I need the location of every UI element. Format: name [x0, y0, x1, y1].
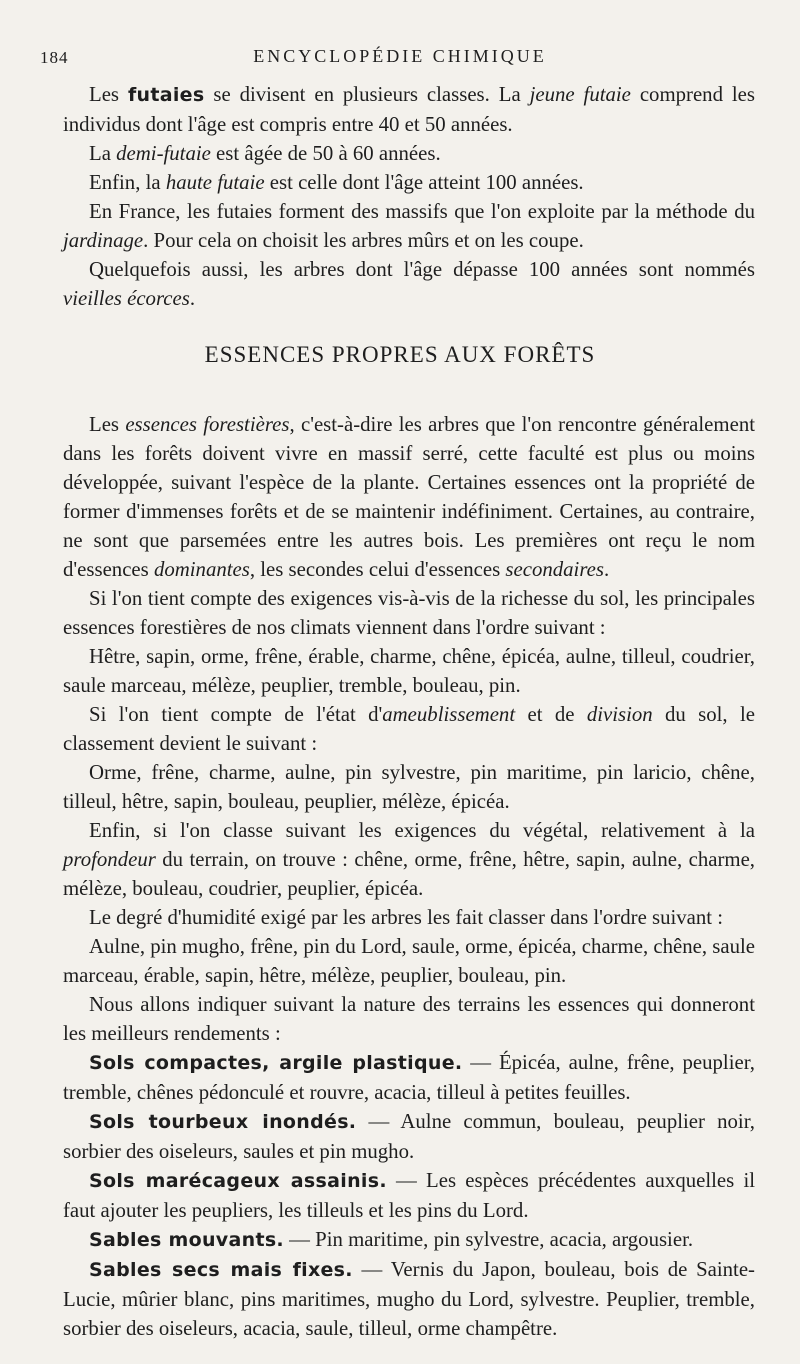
paragraph-essences: Les essences forestières, c'est-à-dire les arbres que l'on rencontre généralement dans les forêts doivent vivre en massif serré, cette faculté est plus ou moins développée, suivant l'espèce de la plante. Certaines essences ont la propriété de former d'immenses forêts et de se maintenir indéfiniment. Certaines, au contraire, ne sont que parsemées entre les autres bois. Les premières ont reçu le nom d'essences dominantes, les secondes celui d'essences secondaires. [63, 413, 755, 581]
running-head: ENCYCLOPÉDIE CHIMIQUE [253, 46, 547, 66]
section-title: ESSENCES PROPRES AUX FORÊTS [204, 342, 596, 367]
list-humidite: Aulne, pin mugho, frêne, pin du Lord, saule, orme, épicéa, charme, chêne, saule marceau, érable, sapin, hêtre, mélèze, peuplier, bouleau, pin. [63, 935, 755, 987]
paragraph-jardinage: En France, les futaies forment des massifs que l'on exploite par la méthode du jardinage. Pour cela on choisit les arbres mûrs et on les coupe. [63, 200, 755, 252]
entry-sols-marecageux: Sols marécageux assainis. — Les espèces précédentes auxquelles il faut ajouter les peupliers, les tilleuls et les pins du Lord. [63, 1169, 756, 1222]
paragraph-richesse: Si l'on tient compte des exigences vis-à-vis de la richesse du sol, les principales essences forestières de nos climats viennent dans l'ordre suivant : [63, 587, 755, 639]
entry-sables-secs: Sables secs mais fixes. — Vernis du Japon, bouleau, bois de Sainte-Lucie, mûrier blanc, pins maritimes, mugho du Lord, sylvestre. Peuplier, tremble, sorbier des oiseleurs, acacia, saule, tilleul, orme champêtre. [63, 1258, 755, 1340]
section-text [63, 410, 755, 1343]
list-ameublissement: Orme, frêne, charme, aulne, pin sylvestre, pin maritime, pin laricio, chêne, tilleul, hêtre, sapin, bouleau, peuplier, mélèze, épicéa. [63, 761, 755, 813]
entry-sols-tourbeux: Sols tourbeux inondés. — Aulne commun, bouleau, peuplier noir, sorbier des oiseleurs, saules et pin mugho. [63, 1110, 756, 1163]
paragraph-profondeur: Enfin, si l'on classe suivant les exigences du végétal, relativement à la profondeur du terrain, on trouve : chêne, orme, frêne, hêtre, sapin, aulne, charme, mélèze, bouleau, coudrier, peuplier, épicéa. [63, 819, 755, 900]
page-number: 184 [40, 48, 69, 67]
paragraph-futaies: Les futaies se divisent en plusieurs classes. La jeune futaie comprend les individus dont l'âge est compris entre 40 et 50 années. [63, 83, 755, 136]
entry-sols-compactes: Sols compactes, argile plastique. — Épicéa, aulne, frêne, peuplier, tremble, chênes pédonculé et rouvre, acacia, tilleul à petites feuilles. [63, 1051, 755, 1104]
entry-sables-mouvants: Sables mouvants. — Pin maritime, pin sylvestre, acacia, argousier. [89, 1228, 694, 1251]
list-richesse: Hêtre, sapin, orme, frêne, érable, charme, chêne, épicéa, aulne, tilleul, coudrier, saule marceau, mélèze, peuplier, tremble, bouleau, pin. [63, 645, 755, 697]
paragraph-humidite: Le degré d'humidité exigé par les arbres les fait classer dans l'ordre suivant : [89, 906, 724, 929]
paragraph-vieilles-ecorces: Quelquefois aussi, les arbres dont l'âge dépasse 100 années sont nommés vieilles écorces. [63, 258, 755, 310]
paragraph-demi-futaie: La demi-futaie est âgée de 50 à 60 années. [89, 142, 441, 165]
paragraph-haute-futaie: Enfin, la haute futaie est celle dont l'âge atteint 100 années. [89, 171, 584, 194]
intro-text [63, 80, 755, 313]
page-header [40, 46, 760, 76]
paragraph-ameublissement: Si l'on tient compte de l'état d'ameublissement et de division du sol, le classement devient le suivant : [63, 703, 755, 755]
paragraph-terrains: Nous allons indiquer suivant la nature des terrains les essences qui donneront les meilleurs rendements : [63, 993, 755, 1045]
